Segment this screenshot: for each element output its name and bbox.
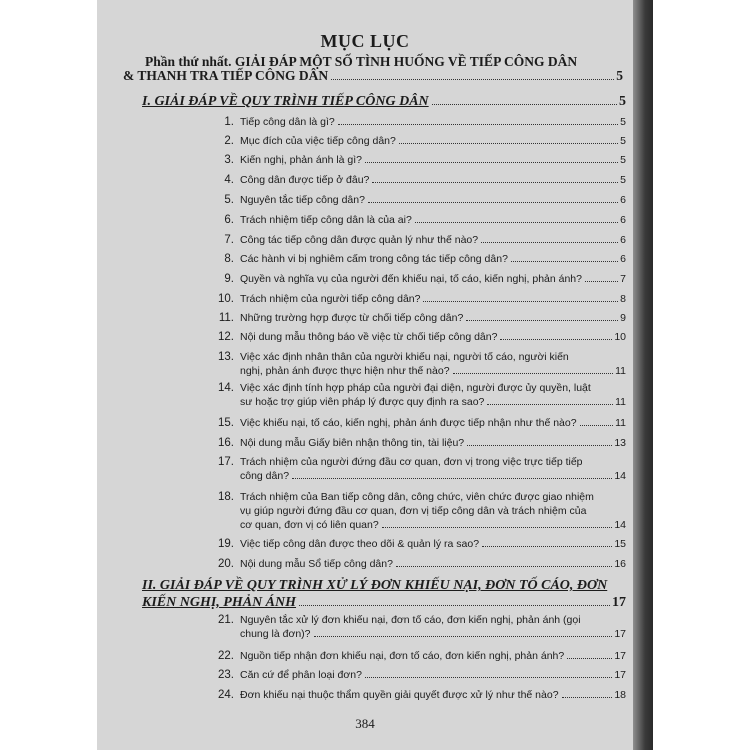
toc-entry-text: vụ giúp người đứng đầu cơ quan, đơn vị tiếp công dân và trách nhiệm của (240, 505, 587, 517)
leader-dots (331, 79, 614, 80)
toc-entry (208, 252, 626, 266)
toc-entry-number: 9. (224, 273, 234, 285)
leader-dots (365, 162, 618, 163)
toc-entry (208, 688, 626, 702)
toc-entry (208, 153, 626, 167)
toc-entry-text: Kiến nghị, phản ánh là gì? (240, 154, 363, 166)
toc-entry-page: 9 (620, 312, 626, 324)
leader-dots (338, 124, 618, 125)
toc-entry (208, 292, 626, 306)
leader-dots (396, 566, 612, 567)
toc-entry-page: 5 (620, 174, 626, 186)
toc-entry-text: Trách nhiệm của người đứng đầu cơ quan, đơn vị trong việc trực tiếp tiếp (240, 456, 583, 468)
toc-entry-text: Những trường hợp được từ chối tiếp công dân? (240, 312, 464, 324)
leader-dots (299, 605, 610, 606)
leader-dots (481, 242, 618, 243)
part-one-page: 5 (616, 68, 623, 83)
section-two-title-line2: KIẾN NGHỊ, PHẢN ÁNH (142, 595, 297, 610)
toc-entry (208, 416, 626, 430)
toc-entry-page: 16 (614, 558, 626, 570)
toc-entry-text: Nội dung mẫu Sổ tiếp công dân? (240, 558, 393, 570)
toc-entry (208, 668, 626, 682)
leader-dots (562, 697, 613, 698)
leader-dots (399, 143, 618, 144)
leader-dots (580, 425, 614, 426)
toc-entry-text: nghị, phản ánh được thực hiện như thế nào? (240, 365, 450, 377)
leader-dots (585, 281, 618, 282)
toc-entry-page: 7 (620, 273, 626, 285)
toc-entry-text: Mục đích của việc tiếp công dân? (240, 135, 396, 147)
toc-entry-text: cơ quan, đơn vị có liên quan? (240, 519, 379, 531)
toc-entry (208, 490, 626, 532)
toc-entry-page: 14 (614, 519, 626, 531)
toc-entry-text: Công dân được tiếp ở đâu? (240, 174, 370, 186)
toc-entry-page: 6 (620, 194, 626, 206)
section-two-title-line1: II. GIẢI ĐÁP VỀ QUY TRÌNH XỬ LÝ ĐƠN KHIẾU NẠI, ĐƠN TỐ CÁO, ĐƠN (142, 578, 608, 593)
toc-entry (208, 272, 626, 286)
toc-entry-page: 6 (620, 214, 626, 226)
toc-entry-number: 2. (224, 135, 234, 147)
toc-entry-text: Việc khiếu nại, tố cáo, kiến nghị, phản ánh được tiếp nhận như thế nào? (240, 417, 577, 429)
leader-dots (466, 320, 618, 321)
toc-entry (208, 193, 626, 207)
toc-entry-text: Nguyên tắc tiếp công dân? (240, 194, 365, 206)
toc-entry-number: 4. (224, 174, 234, 186)
toc-entry (208, 173, 626, 187)
toc-entry-page: 11 (615, 365, 626, 377)
toc-entry-number: 10. (218, 293, 234, 305)
section-two-page: 17 (612, 595, 626, 610)
toc-entry-page: 17 (614, 628, 626, 640)
part-one-line2: & THANH TRA TIẾP CÔNG DÂN (123, 68, 329, 83)
toc-entry-page: 17 (614, 650, 626, 662)
toc-entry-number: 3. (224, 154, 234, 166)
part-one-line1: Phần thứ nhất. GIẢI ĐÁP MỘT SỐ TÌNH HUỐNG VỀ TIẾP CÔNG DÂN (145, 54, 578, 69)
toc-entry-number: 11. (218, 312, 234, 324)
leader-dots (368, 202, 618, 203)
toc-entry-number: 15. (218, 417, 234, 429)
toc-entry-page: 15 (614, 538, 626, 550)
toc-entry-number: 23. (218, 669, 234, 681)
toc-entry (208, 537, 626, 551)
book-spine (633, 0, 653, 750)
leader-dots (382, 527, 613, 528)
toc-entry-number: 17. (218, 456, 234, 468)
leader-dots (482, 546, 612, 547)
leader-dots (432, 104, 617, 105)
toc-entry-number: 20. (218, 558, 234, 570)
toc-entry-page: 8 (620, 293, 626, 305)
toc-entry-text: Đơn khiếu nại thuộc thẩm quyền giải quyết được xử lý như thế nào? (240, 689, 559, 701)
toc-entry-number: 14. (218, 382, 234, 394)
leader-dots (292, 478, 612, 479)
leader-dots (467, 445, 612, 446)
toc-entry-number: 8. (224, 253, 234, 265)
toc-entry-number: 12. (218, 331, 234, 343)
leader-dots (487, 404, 613, 405)
toc-entry-page: 11 (615, 396, 626, 408)
toc-entry-page: 5 (620, 116, 626, 128)
toc-entry-page: 5 (620, 154, 626, 166)
toc-entry-text: Các hành vi bị nghiêm cấm trong công tác tiếp công dân? (240, 253, 508, 265)
toc-entry-text: Nội dung mẫu thông báo về việc từ chối tiếp công dân? (240, 331, 498, 343)
toc-entry-number: 19. (218, 538, 234, 550)
toc-entry-number: 18. (218, 491, 234, 503)
toc-entry (208, 613, 626, 641)
toc-entry (208, 350, 626, 378)
toc-entry-text: Trách nhiệm tiếp công dân là của ai? (240, 214, 412, 226)
toc-entry-page: 17 (614, 669, 626, 681)
toc-entry-number: 24. (218, 689, 234, 701)
toc-entry (208, 233, 626, 247)
leader-dots (372, 182, 618, 183)
toc-entry-text: Căn cứ để phân loại đơn? (240, 669, 362, 681)
page-title: MỤC LỤC (320, 31, 410, 51)
leader-dots (511, 261, 618, 262)
toc-entry-number: 16. (218, 437, 234, 449)
leader-dots (423, 301, 618, 302)
leader-dots (567, 658, 612, 659)
toc-entry (208, 134, 626, 148)
toc-entry-text: Việc xác định tính hợp pháp của người đại diện, người được ủy quyền, luật (240, 382, 591, 394)
section-one-title: I. GIẢI ĐÁP VỀ QUY TRÌNH TIẾP CÔNG DÂN (142, 94, 429, 109)
leader-dots (415, 222, 618, 223)
toc-entry-text: công dân? (240, 470, 290, 482)
toc-entry-text: Tiếp công dân là gì? (240, 116, 335, 128)
part-one-heading (123, 55, 623, 83)
toc-entry-text: sư hoặc trợ giúp viên pháp lý được quy định ra sao? (240, 396, 485, 408)
section-one-page: 5 (619, 94, 626, 109)
toc-entry (208, 311, 626, 325)
toc-entry-number: 22. (218, 650, 234, 662)
toc-entry (208, 115, 626, 129)
toc-entry-text: chung là đơn)? (240, 628, 311, 640)
page-number: 384 (355, 716, 375, 731)
toc-entry (208, 557, 626, 571)
toc-entry-text: Trách nhiệm của người tiếp công dân? (240, 293, 421, 305)
section-one-heading (142, 93, 626, 110)
toc-entry (208, 436, 626, 450)
toc-entry-text: Nội dung mẫu Giấy biên nhận thông tin, tài liệu? (240, 437, 465, 449)
toc-entry-text: Công tác tiếp công dân được quản lý như thế nào? (240, 234, 479, 246)
toc-entry-page: 13 (614, 437, 626, 449)
toc-entry (208, 330, 626, 344)
toc-entry (208, 213, 626, 227)
toc-entry-number: 6. (224, 214, 234, 226)
toc-entry-text: Việc xác định nhân thân của người khiếu nại, người tố cáo, người kiến (240, 351, 569, 363)
toc-entry-page: 11 (615, 417, 626, 429)
toc-entry-text: Nguồn tiếp nhận đơn khiếu nại, đơn tố cáo, đơn kiến nghị, phản ánh? (240, 650, 565, 662)
toc-entry-number: 5. (224, 194, 234, 206)
toc-entry-page: 6 (620, 234, 626, 246)
toc-entry-number: 1. (224, 116, 234, 128)
leader-dots (500, 339, 612, 340)
toc-entry-number: 13. (218, 351, 234, 363)
toc-entry-page: 14 (614, 470, 626, 482)
toc-entry-text: Việc tiếp công dân được theo dõi & quản lý ra sao? (240, 538, 480, 550)
leader-dots (314, 636, 613, 637)
section-two-heading (142, 577, 626, 611)
leader-dots (365, 677, 612, 678)
toc-entry (208, 455, 626, 483)
toc-entry-number: 7. (224, 234, 234, 246)
toc-entry-text: Nguyên tắc xử lý đơn khiếu nại, đơn tố cáo, đơn kiến nghị, phản ánh (gọi (240, 614, 581, 626)
toc-entry-page: 10 (614, 331, 626, 343)
toc-entry (208, 649, 626, 663)
leader-dots (453, 373, 614, 374)
toc-entry-text: Trách nhiệm của Ban tiếp công dân, công chức, viên chức được giao nhiệm (240, 491, 594, 503)
toc-entry-page: 6 (620, 253, 626, 265)
toc-entry-page: 18 (614, 689, 626, 701)
toc-entry-number: 21. (218, 614, 234, 626)
toc-entry-text: Quyền và nghĩa vụ của người đến khiếu nại, tố cáo, kiến nghị, phản ánh? (240, 273, 582, 285)
toc-entry-page: 5 (620, 135, 626, 147)
toc-entry (208, 381, 626, 409)
